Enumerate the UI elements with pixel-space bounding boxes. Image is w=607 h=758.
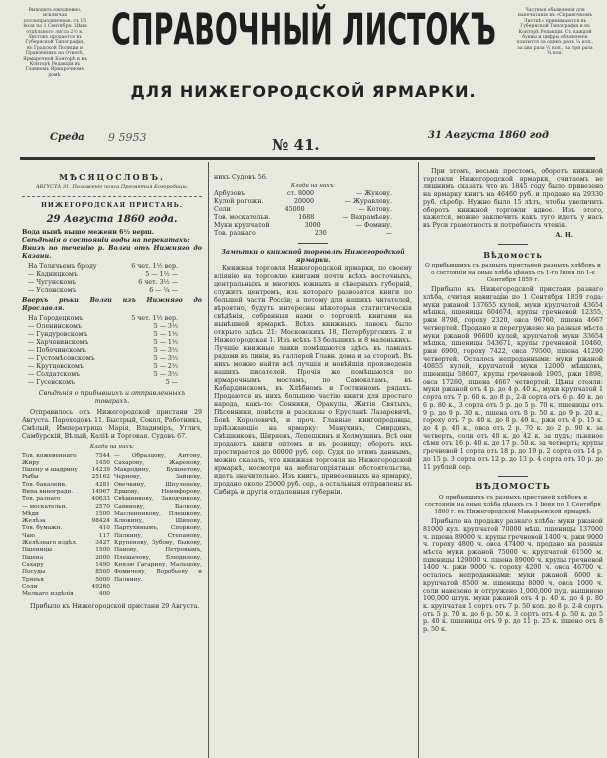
advertising-notice: Частныя объявленія для напечатанія въ «Справочномъ Листкѣ» принимаются въ Губернской Типографіи и въ Конторѣ Редакціи. Съ каждой буквы и цифры объявленія платится за одинъ разъ ¼ коп., за два раза ½ коп., за три раза ¾ коп. (516, 8, 594, 57)
report-body: Прибыло на продажу разнаго хлѣба: муки ржаной 81000 кул. крупчатой 70000 мѣш. пшеницы 137000 ч. пшена 89000 ч. крупы гречневой 1400 ч. ржи 9000 ч. гороху 4800 ч. овса 47400 ч. продано на разныя мѣста муки ржаной 75000 ч. крупчатой 61500 м. пшеницы 129000 ч. пшена 89000 ч. крупы гречневой 1400 ч. ржи 9000 ч. гороху 4200 ч. овса 46700 ч. осталось непроданными: муки ржаной 6000 к. крупчатой 8500 м. пшеницы 8000 ч. овса 1000 ч. соли навезено и отгружено 1,000,000 пуд. вышиною 100,000 штук. муки ржаной отъ 4 р. 40 к. до 4 р. 80 к. крупчатая 1 сортъ отъ 7 р. 50 коп. до 8 р. 2-й сортъ отъ 5 р. 70 к. до 6 р. 50 к. 3 сортъ отъ 4 р. 50 к. до 5 р. 40 к. пшеницы отъ 9 р. до 11 р. 25 к. пшено отъ 8 р. 50 к. (423, 518, 603, 634)
table-cell: Кулей рогожн. (214, 198, 264, 205)
table-cell: 49260 (91, 583, 110, 590)
table-cell: 25162 (91, 474, 110, 481)
table-cell: — Кадницкомъ (28, 270, 78, 278)
table-cell: 5 — 3½ (153, 354, 178, 362)
subscription-notice: Выходить ежедневно, исключая послепраздничные, съ 15 Іюля по 1 Сентября. Цѣна отдѣльного листа 2½ к. Листокъ продается въ Губернской Типографіи, въ Градской Полиціи и Правленіяхъ на Откосѣ, Ярмарочной Конторѣ и въ Конторѣ Редакціи въ Главномъ Ярмарочномъ домѣ. (23, 8, 87, 78)
table-cell: На Городецкомъ (28, 314, 84, 322)
table-row (28, 279, 178, 287)
table-row (214, 230, 392, 238)
table-cell: 98424 (91, 518, 110, 525)
consignees: — Образцову, Антону, Сахарову, Жаренову, Макродину, Бушнетову, Чернову, Зайцеву, Овечкину, Шпуленеву, Ершову, Неимфорову, Свѣшникову, Заводчикову, Савинову, Балкову, Масленникову, Плешкову, Клюкину, Шипову, Партухинымъ, Споркову, Палкину, Степанову, Крупенову, Зубову, Быкову, Панову, Петровымъ, Плешачову, Блюдилову, Князю Гагарину, Мальцову, Фомичеву, Воробьеву и Палкину. (114, 452, 202, 583)
table-row (22, 496, 110, 503)
table-cell: 5 — 2½ (153, 362, 178, 370)
table-cell: 5 чет. 1½ вер. (131, 314, 178, 322)
table-row (28, 287, 178, 295)
table-row (22, 547, 110, 554)
header-rule (20, 157, 595, 160)
table-row (28, 315, 178, 323)
upstream-title: Вверхъ рѣки Волги изъ Нижняго до Ярославля. (22, 296, 202, 312)
table-row (22, 577, 110, 584)
table-cell: — (385, 230, 392, 237)
table-cell: Тов. бакалейн. (22, 481, 68, 488)
table-row (28, 323, 178, 331)
table-cell: 14239 (91, 467, 110, 474)
table-cell: 410 (98, 525, 110, 532)
table-row (22, 525, 110, 532)
table-cell: 14967 (91, 488, 110, 495)
table-row (28, 355, 178, 363)
table-cell: — Фомину. (355, 222, 392, 229)
table-cell: Мѣди (22, 510, 39, 517)
table-cell: — Гусевскомъ (28, 378, 76, 386)
table-cell: Чаю (22, 532, 35, 539)
table-cell: 1450 (95, 459, 110, 466)
table-cell: 5 — 1½ (153, 338, 178, 346)
table-row (22, 504, 110, 511)
table-cell: Посуды (22, 569, 46, 576)
pier-date: 29 Августа 1860 года. (46, 213, 178, 225)
report-title: ВѢДОМОСТЬ (475, 482, 551, 493)
table-cell: 400 (98, 591, 110, 598)
table-cell: 5000 (95, 576, 110, 583)
right-column (423, 168, 603, 636)
table-row (22, 460, 110, 467)
table-cell: — Харчевинскомъ (28, 338, 89, 346)
table-cell: Муки крупчатой (214, 222, 270, 229)
calendar-title: МѢСЯЦОСЛОВЪ. (59, 172, 165, 182)
article-signature: А. Н. (555, 231, 573, 239)
column-divider (418, 162, 419, 758)
table-row (22, 489, 110, 496)
table-cell: 5 — 3½ (153, 322, 178, 330)
table-row (28, 379, 178, 387)
departed-text: Отправилось отъ Нижегородской пристани 29 Августа. Пароходовъ 11. Быстрый, Сокол, Работникъ, Смѣлый, Императрица Марія, Владиміръ, Углич, Самбурскій, Вѣлый, Каліѣ и Торговая. Судовъ 67. (22, 408, 202, 440)
table-cell: — Жукову. (355, 190, 392, 197)
table-cell: 20000 (293, 198, 315, 205)
report-title: Вѣдомость (483, 250, 543, 261)
table-cell: 3427 (95, 540, 110, 547)
table-cell: Рыбы (22, 474, 39, 481)
table-cell: 1500 (95, 547, 110, 554)
table-cell: 7544 (95, 452, 110, 459)
table-cell: 4281 (95, 481, 110, 488)
table-cell: Жиру (22, 459, 40, 466)
table-cell: — Солдатскомъ (28, 370, 81, 378)
table-cell: 40633 (91, 496, 110, 503)
table-row (22, 453, 110, 460)
table-cell: — Журавлеву. (344, 198, 392, 205)
table-cell: Сахару (22, 561, 44, 568)
table-cell: — Услонскомъ (28, 286, 77, 294)
table-cell: — Крутцовскомъ (28, 362, 84, 370)
table-row (28, 363, 178, 371)
water-level: Вода нынѣ выше межени 6½ верш. (22, 228, 154, 236)
table-cell: Желѣза (22, 518, 46, 525)
table-cell: — Побочинскомъ (28, 346, 86, 354)
table-cell: ст. 8000 (286, 190, 315, 197)
table-cell: Соли (214, 206, 231, 213)
table-row (28, 331, 178, 339)
table-row (214, 198, 392, 206)
table-row (28, 371, 178, 379)
table-cell: — Гундуровскомъ (28, 330, 88, 338)
issue-date: 31 Августа 1860 год (428, 130, 549, 141)
table-row (28, 263, 178, 271)
table-cell: — Густомѣсовскомъ (28, 354, 95, 362)
issue-number: № 41. (272, 136, 320, 154)
table-row (214, 206, 392, 214)
table-cell: Пшеницы (22, 547, 52, 554)
article-title: Замѣтки о книжной торговлѣ Нижегородской ярмарки. (221, 249, 405, 264)
table-cell: Тов. разнаго (22, 496, 61, 503)
table-cell: Тов. кожевеннаго (22, 452, 77, 459)
table-cell: 5 — 1½ (153, 330, 178, 338)
table-row (22, 540, 110, 547)
table-cell: 2000 (95, 554, 110, 561)
table-row (22, 555, 110, 562)
table-cell: Тряпья (22, 576, 44, 583)
left-column (22, 170, 202, 613)
table-cell: — Котову. (358, 206, 392, 213)
table-row (22, 562, 110, 569)
table-cell: 117 (98, 532, 110, 539)
ships-title: Свѣдѣнія о прибывшихъ и отправленныхъ товарахъ. (38, 389, 186, 405)
water-subtitle: Свѣдѣнія о состояніи воды на перекатахъ: (22, 236, 190, 244)
arrived-text: Прибыло къ Нижегородской пристани 29 Августа. (30, 603, 200, 611)
table-cell: Тов. разнаго (214, 230, 256, 237)
table-row (28, 271, 178, 279)
report-body: Прибыло къ Нижегородской пристани разнаго хлѣба, считая навигацію по 1 Сентября 1859 года: муки ржаной 137655 кулей, муки крупчатой 43654 мѣшка, пшеницы 604674, крупы гречневой 12355, ржи 8798, гороху 2320, овса 96760, пшена 4667 четвертей. Продано и перегружено на разныя мѣста муки ржаной 96600 кулей, крупчатой муки 33654 мѣшка, пшеницы 543671, крупы гречневой 10460, ржи 6900, гороху 7422, овса 79500, пшена 41290 четвертей. Осталось непроданными: муки ржаной 40855 кулей, крупчатой муки 12000 мѣшковъ, пшеницы 58607, крупы гречневой 1905, ржи 1898, овса 17260, пшена 4667 четвертей. Цѣны стояли: муки ржаной отъ 4 р. до 4 р. 40 к., муки крупчатой 1 сорта отъ 7 р. 60 к. до 8 р., 2-й сорта отъ 6 р. 40 к. до 6 р. 80 к., 3 сорта отъ 5 р. до 5 р. 70 к. пшеницы отъ 9 р. до 9 р. 30 к., пшена отъ 8 р. 50 к. до 9 р. 20 к., гороху отъ 7 р. 40 к. до 8 р. 40 к., ржи отъ 4 р. 15 к. до 4 р. 40 к., овса отъ 2 р. 70 к. до 2 р. 90 к. за четверть, соли отъ 40 к. до 42 к. за пудъ; льняное сѣмя отъ 16 р. 40 к. до 17 р. 50 к. за четверть; крупы гречневой 1 сорта отъ 18 р. до 19 р. 2 сорта отъ 14 р. до 15 р. 3 сорта отъ 12 р. до 13 р. 4 сорта отъ 10 р. до 11 рублей сер. (423, 286, 603, 471)
table-row (22, 482, 110, 489)
table-cell: — москательн. (22, 503, 68, 510)
table-cell: 45000 (284, 206, 305, 213)
divider (298, 243, 328, 244)
table-cell: Мелкаго издѣлія (22, 591, 74, 598)
table-cell: 5 — 3½ (153, 370, 178, 378)
calendar-line: АВГУСТА 31. Положеніе пояса Пресвятыя Богородицы. (35, 184, 189, 190)
table-row (22, 569, 110, 576)
report-subtitle: О прибывшихъ съ разныхъ пристаней хлѣбовъ и состояніи на оные хлѣба цѣнахъ съ 1 Іюня по 1 Сентября 1860 г. въ Нижегородской Макарьевской ярмаркѣ. (425, 495, 601, 516)
table-cell: Пшену и шадрину (22, 467, 78, 474)
table-cell: Соли (22, 583, 38, 590)
handwritten-stamp-number: 9 5953 (108, 131, 147, 144)
table-cell: На Телячьемъ броду (28, 262, 97, 270)
table-cell: Желѣзнаго издѣл. (22, 540, 78, 547)
table-cell: 6 — ¼ — (149, 286, 178, 294)
table-row (28, 339, 178, 347)
table-row (214, 222, 392, 230)
table-cell: 5 — 3½ (153, 346, 178, 354)
masthead-subtitle: ДЛЯ НИЖЕГОРОДСКОЙ ЯРМАРКИ. (130, 82, 477, 101)
table-cell: 5 — (165, 378, 178, 386)
divider (498, 476, 528, 477)
table-row (214, 214, 392, 222)
table-cell: 1500 (95, 510, 110, 517)
table-row (22, 591, 110, 598)
masthead-title: СПРАВОЧНЫЙ ЛИСТОКЪ (111, 6, 496, 56)
report-subtitle: О прибывшихъ съ разныхъ пристаней разныхъ хлѣбовъ и о состояніи на оные хлѣба цѣнахъ съ 1-го Іюня по 1-е Сентября 1859 г. (425, 263, 601, 284)
table-cell: Тов. москательн. (214, 214, 271, 221)
middle-column (214, 174, 412, 499)
table-cell: Пшена (22, 554, 44, 561)
table-cell: — Вахрамѣеву. (342, 214, 392, 221)
table-cell: 1490 (95, 561, 110, 568)
table-cell: Арбузовъ (214, 190, 246, 197)
table-row (214, 190, 392, 198)
divider (22, 196, 202, 197)
column-divider (208, 162, 209, 758)
table-row (28, 347, 178, 355)
table-cell: 3000 (304, 222, 321, 229)
cargo-title: Клади на нихъ: (290, 183, 336, 189)
divider (498, 244, 528, 245)
table-row (22, 474, 110, 481)
table-cell: 230 (314, 230, 327, 237)
table-cell: Вина виноградн. (22, 488, 74, 495)
table-cell: 8560 (95, 569, 110, 576)
ships-line: нихъ Судовъ 56. (214, 174, 268, 181)
table-cell: 6 чет. 3½ — (138, 278, 178, 286)
table-cell: — Чугунскомъ (28, 278, 77, 286)
table-row (22, 533, 110, 540)
article-ending: При этомъ, весьма престомъ, оборотъ книжной торговли Нижегородской ярмарки, считаемъ не лишнимъ сказать что въ 1845 году было привезено на ярмарку книгъ на 46460 руб. и продано на 29330 руб. сѣрeбр. Нужно было 15 лѣтъ, чтобы увеличить оборотъ книжной торговли вдвое. Изъ этого, кажется, можно заключить какъ туго идетъ у насъ въ Руси грамотность и потребность чтенія. (423, 168, 603, 229)
pier-title: НИЖЕГОРОДСКАЯ ПРИСТАНЬ. (40, 201, 184, 209)
table-cell: 2570 (95, 503, 110, 510)
table-cell: — Оленинскомъ (28, 322, 82, 330)
cargo-title: Клади на нихъ: (89, 443, 135, 450)
downstream-title: Внизъ по теченію р. Волги отъ Нижняго до Казани. (22, 244, 202, 260)
table-cell: 1688 (298, 214, 315, 221)
table-cell: Тов. бумажн. (22, 525, 63, 532)
weekday: Среда (50, 132, 85, 143)
article-body: Книжная торговля Нижегородской ярмарки, по своему вліянію на торговлю книгами почти всѣхъ восточныхъ, центральныхъ и многихъ южныхъ и сѣверныхъ губерній, служитъ центромъ, изъ котораго развозятся книги по большей части Россіи; а потому для нашихъ читателей, вѣроятно, будутъ интересны нѣкоторыя статистическія свѣдѣнія, собранныя нами о торговлѣ книгами на нынѣшней ярмаркѣ. Всѣхъ книжныхъ лавокъ было открыто здѣсь 21: Московскихъ 18, Петербургскихъ 2 и Нижегородская 1. Изъ всѣхъ 13 большихъ и 8 маленькихъ. Лучшіе книжные лавки помѣщаются здѣсь въ лавкахъ рядами въ линіи, въ галлерей Главн. дома и за сторонѣ. Въ нихъ можно найти всѣ лучшія и новѣйшія произведенія нашихъ писателей. Прочія же помѣщаются по ярмарочнымъ мостамъ, по Самокатамъ, въ Кабардинскомъ, въ Хлѣбномъ и Гостинномъ рядахъ. Продаются въ нихъ большею частію книги для простаго народа, какъ-то: Сонники, Оракулы, Житія Святыхъ, Пѣсенники, повѣсти и разсказы о Ерусланѣ Лазаревичѣ, Бовѣ Королевичѣ, и проч. Главные книгопродавцы, пріѣзжающіе на ярмарку: Манухинъ, Смирдинъ, Свѣшниковъ, Ширяевъ, Лепешкинъ и Холмушинъ. Всѣ они продаютъ книги оптомъ и въ розницу; оборотъ ихъ простирается до 60000 руб. сер. Судя по этимъ даннымъ, можно сказать, что книжная торговля на Нижегородской ярмаркѣ, несмотря на неблагопріятныя обстоятельства, идетъ значительно. Изъ книгъ, привезенныхъ на ярмарку, продано около 25000 руб. сер., а остальныя отправлены въ Сибирь и другія отдаленныя губерніи. (214, 265, 413, 496)
table-cell: 5 — 1½ — (145, 270, 178, 278)
table-cell: 6 чет. 1½ вер. (131, 262, 178, 270)
